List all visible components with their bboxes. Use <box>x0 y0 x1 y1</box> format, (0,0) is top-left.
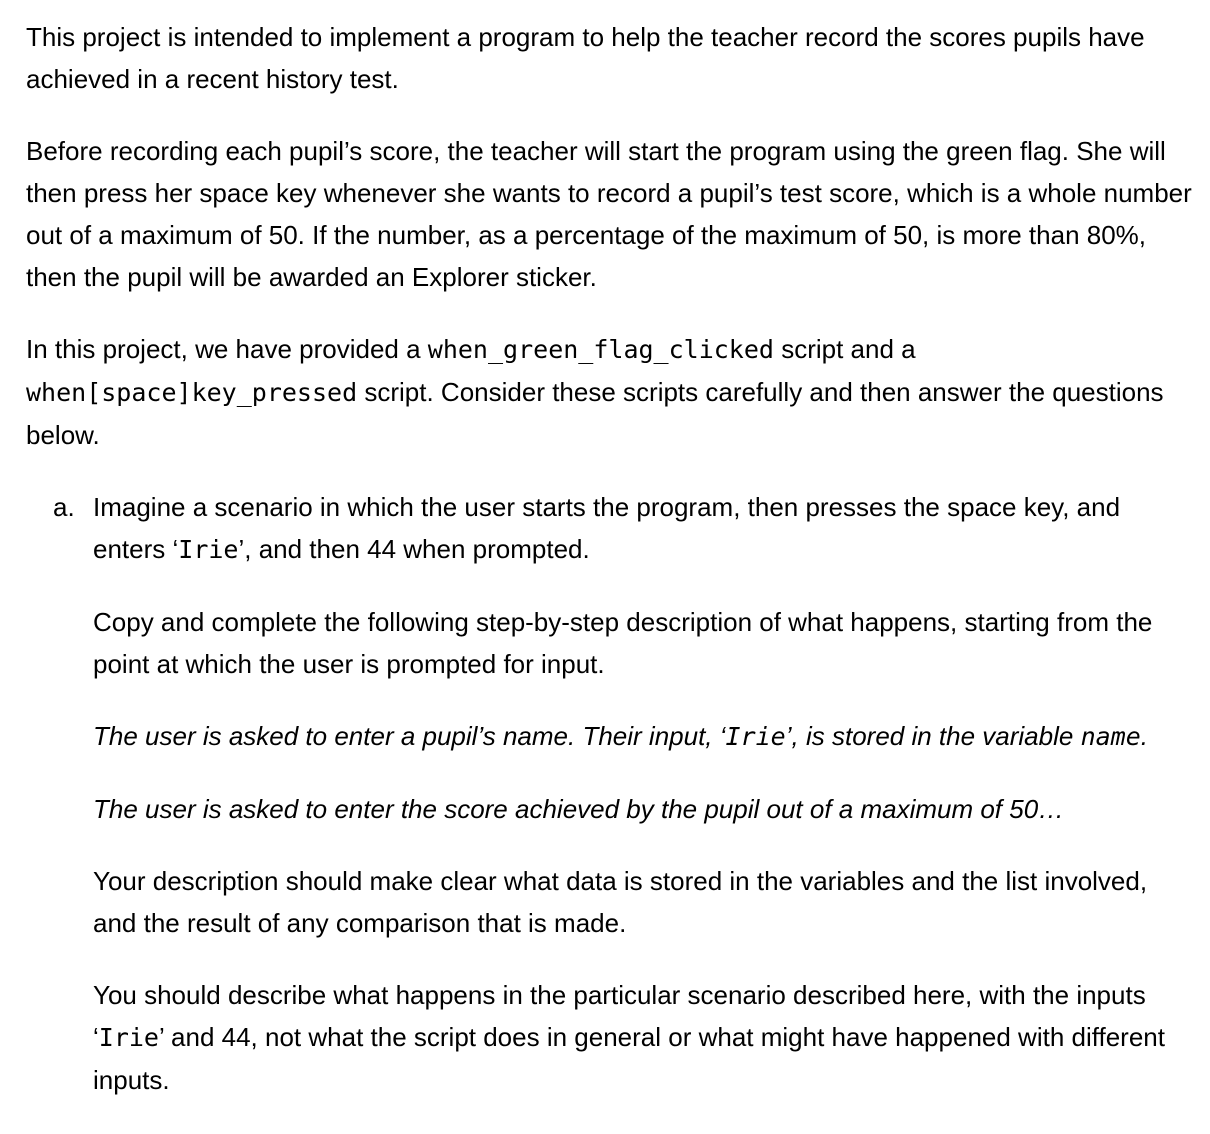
intro-paragraph-1: This project is intended to implement a program to help the teacher record the scores pupils have achieved in a recent history test. <box>26 22 1145 94</box>
question-a <box>26 486 1196 1101</box>
intro-paragraph-2: Before recording each pupil’s score, the teacher will start the program using the green flag. She will then press her space key whenever she wants to record a pupil’s test score, which is a whole number out of a maximum of 50. If the number, as a percentage of the maximum of 50, is more than 80%, then the pupil will be awarded an Explorer sticker. <box>26 136 1192 292</box>
input-name-value: Irie <box>178 535 239 564</box>
question-a-guidance-1: Your description should make clear what data is stored in the variables and the list involved, and the result of any comparison that is made. <box>93 866 1148 938</box>
intro-paragraph-3: In this project, we have provided a when_green_flag_clicked script and a when[space]key_pressed script. Consider these scripts carefully and then answer the questions below. <box>26 334 1164 450</box>
variable-name: name <box>1080 722 1141 751</box>
sample-answer-step-1: The user is asked to enter a pupil’s name. Their input, ‘Irie’, is stored in the variable name. <box>93 721 1149 751</box>
document-body <box>26 16 1196 1131</box>
question-a-guidance-2: You should describe what happens in the particular scenario described here, with the inputs ‘Irie’ and 44, not what the script does in general or what might have happened with different inputs. <box>93 980 1165 1095</box>
question-list <box>26 486 1196 1101</box>
question-a-instruction: Copy and complete the following step-by-step description of what happens, starting from the point at which the user is prompted for input. <box>93 607 1153 679</box>
green-flag-script-name: when_green_flag_clicked <box>427 335 774 364</box>
space-key-script-name: when[space]key_pressed <box>26 378 358 407</box>
input-name-value: Irie <box>725 722 786 751</box>
question-a-scenario: Imagine a scenario in which the user starts the program, then presses the space key, and enters ‘Irie’, and then 44 when prompted. <box>93 492 1121 564</box>
input-name-value: Irie <box>98 1023 159 1052</box>
question-marker: a. <box>53 492 75 522</box>
sample-answer-step-2: The user is asked to enter the score achieved by the pupil out of a maximum of 50… <box>93 794 1065 824</box>
